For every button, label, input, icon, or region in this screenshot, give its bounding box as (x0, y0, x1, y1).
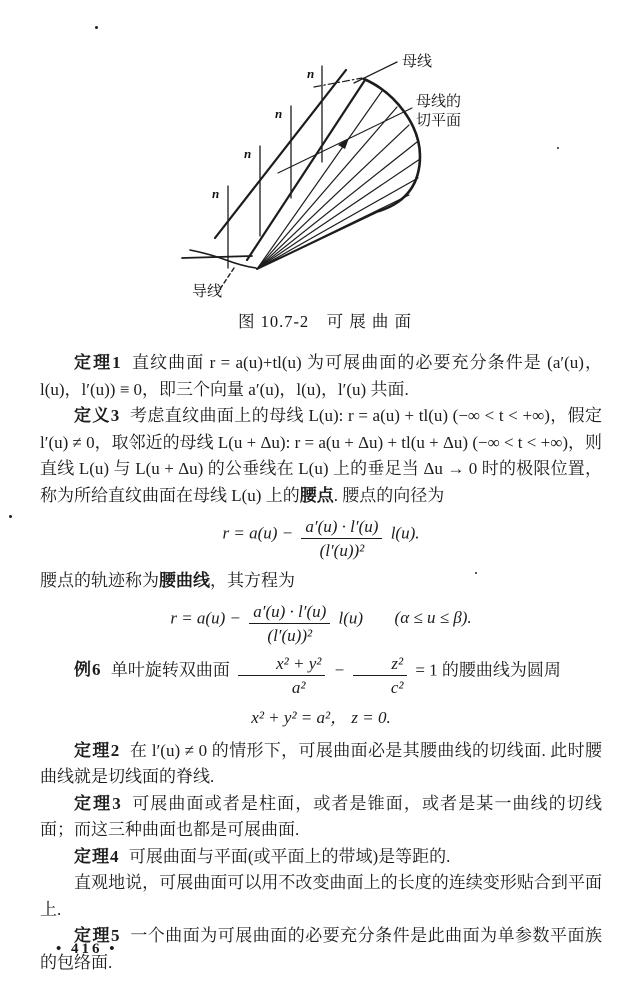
theorem-4-label: 定理4 (74, 846, 120, 866)
theorem-1-text: 直纹曲面 r = a(u)+tl(u) 为可展曲面的必要充分条件是 (a′(u)，l(u)，l′(u)) ≡ 0，即三个向量 a′(u)，l(u)，l′(u) 共面. (40, 353, 602, 399)
surface-bottom-edge (257, 211, 379, 269)
scan-speck (95, 26, 98, 29)
formula1-lhs: r = a(u) − (222, 523, 294, 543)
generatrix-leader-line (354, 62, 397, 83)
formula2-tail: l(u) (338, 608, 364, 628)
definition-3-label: 定义3 (74, 406, 121, 425)
ex6-frac2-denominator: c² (390, 677, 404, 697)
formula2-lhs: r = a(u) − (170, 608, 241, 628)
theorem-3-text: 可展曲面或者是柱面，或者是锥面，或者是某一曲线的切线面；而这三种曲面也都是可展曲面. (40, 793, 603, 839)
directrix-leader-dash (220, 268, 234, 289)
example-6-fraction-2 (353, 653, 407, 699)
figure-caption: 图 10.7-2 可 展 曲 面 (237, 312, 413, 331)
ex6-frac1-numerator: x² + y² (238, 653, 325, 676)
theorem-5-text: 一个曲面为可展曲面的必要充分条件是此曲面为单参数平面族的包络面. (40, 926, 603, 972)
formula1-tail: l(u). (390, 523, 420, 543)
page-number: • 416 • (56, 941, 118, 957)
formula1-fraction (301, 516, 382, 562)
definition-3-text: 考虑直纹曲面上的母线 L(u): r = a(u) + tl(u) (−∞ < t < +∞)，假定 l′(u) ≠ 0，取邻近的母线 L(u + Δu): r = a(u + Δu) + tl(u + Δu) (−∞ < t < +∞)，则直线 L(u) 与 L(u + Δu) 的公垂线在 L(u) 上的垂足当 Δu → 0 时的极限位置，称为所给直纹曲面在母线 L(u) 上的 (40, 406, 603, 505)
formula2-numerator: a′(u) · l′(u) (249, 601, 330, 624)
example-6-fraction-1 (238, 653, 325, 699)
formula2-condition: (α ≤ u ≤ β). (394, 608, 472, 628)
body-text (40, 350, 602, 976)
waist-point-term: 腰点 (299, 485, 334, 505)
example-6-post: = 1 的腰曲线为圆周 (415, 659, 561, 679)
formula-waist-point-radius (40, 516, 602, 562)
theorem-3-label: 定理3 (74, 793, 122, 813)
paragraph-theorem-5 (40, 923, 602, 976)
normal-label-icon: n (307, 66, 315, 81)
waist-curve-text-after: ，其方程为 (210, 570, 295, 590)
figure-developable-surface (158, 46, 492, 332)
paragraph-theorem-3 (40, 791, 602, 844)
surface-top-edge (247, 80, 365, 260)
formula2-fraction (249, 601, 330, 647)
developable-surface-drawing (168, 46, 482, 298)
paragraph-intuition (40, 870, 602, 923)
formula2-denominator: (l′(u))² (267, 626, 313, 646)
directrix-label: 导线 (192, 284, 223, 298)
paragraph-theorem-2 (40, 738, 602, 791)
definition-3-text-after: . 腰点的向径为 (333, 485, 445, 505)
generatrix-label: 母线 (402, 54, 433, 70)
waist-curve-text: 腰点的轨迹称为 (40, 570, 159, 590)
formula3-text: x² + y² = a²， z = 0. (251, 708, 391, 727)
formula-circle (40, 705, 602, 732)
tangent-plane-label-line2: 切平面 (416, 113, 462, 129)
paragraph-theorem-4 (40, 844, 602, 871)
ex6-minus-sign: − (333, 659, 346, 679)
scan-speck (475, 572, 477, 574)
theorem-2-text: 在 l′(u) ≠ 0 的情形下，可展曲面必是其腰曲线的切线面. 此时腰曲线就是切线面的脊线. (40, 740, 603, 786)
ex6-frac2-numerator: z² (353, 653, 407, 676)
scan-speck (557, 147, 559, 149)
intuition-text: 直观地说，可展曲面可以用不改变曲面上的长度的连续变形贴合到平面上. (40, 873, 602, 919)
scan-speck (9, 515, 12, 518)
tangent-plane-label-line1: 母线的 (416, 94, 462, 110)
paragraph-example-6 (40, 653, 602, 699)
theorem-5-label: 定理5 (74, 926, 121, 945)
normal-label-icon: n (212, 186, 220, 201)
theorem-2-label: 定理2 (74, 740, 121, 760)
example-6-label: 例6 (74, 659, 102, 679)
ex6-frac1-denominator: a² (291, 677, 306, 697)
paragraph-definition-3 (40, 403, 602, 509)
example-6-pre: 单叶旋转双曲面 (110, 659, 230, 679)
theorem-1-label: 定理1 (74, 353, 122, 372)
formula1-numerator: a′(u) · l′(u) (301, 516, 382, 539)
formula1-denominator: (l′(u))² (319, 541, 365, 561)
normal-label-icon: n (244, 146, 252, 161)
waist-curve-term: 腰曲线 (159, 570, 210, 590)
formula-waist-curve-equation (40, 601, 602, 647)
paragraph-waist-curve (40, 568, 602, 595)
surface-left-edge (215, 70, 346, 238)
paragraph-theorem-1 (40, 350, 602, 403)
normal-label-icon: n (275, 106, 283, 121)
directrix-curve (190, 250, 256, 268)
theorem-4-text: 可展曲面与平面(或平面上的带域)是等距的. (128, 846, 451, 866)
